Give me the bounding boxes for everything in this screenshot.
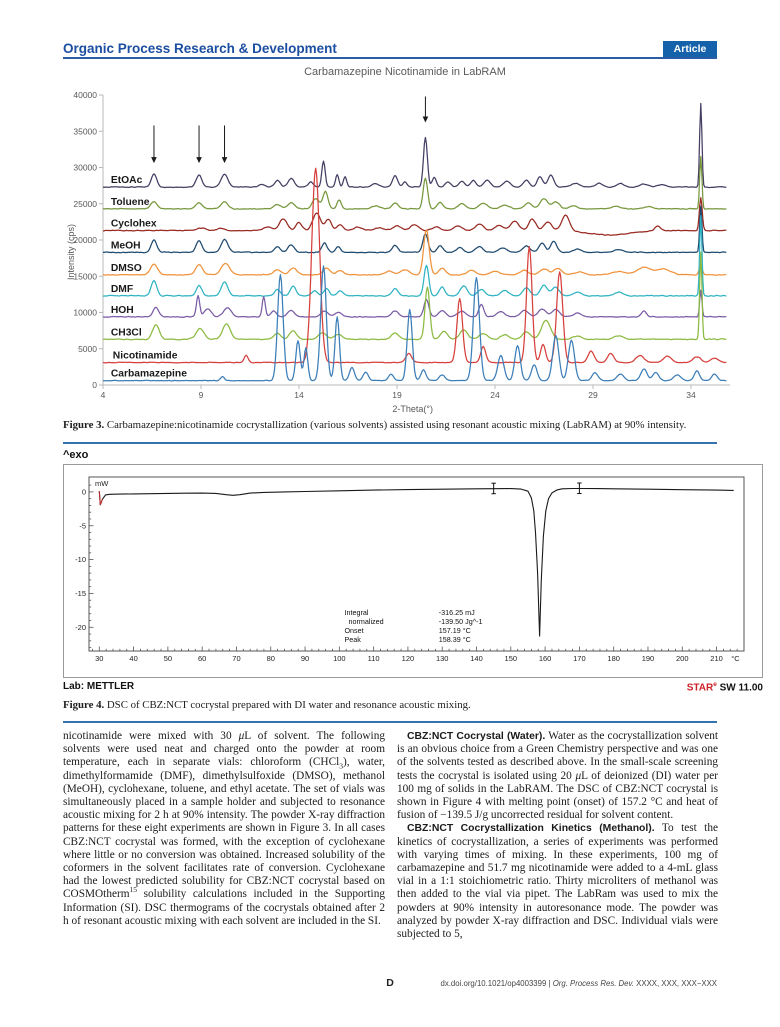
svg-text:10000: 10000: [73, 307, 97, 318]
svg-text:158.39 °C: 158.39 °C: [438, 635, 471, 644]
trace-label-nicotinamide: Nicotinamide: [112, 350, 178, 362]
body-paragraph: CBZ:NCT Cocrystal (Water). Water as the cocrystallization solvent is an obvious choice from a Green Chemistry perspective and was one of the solvents tested as described above. In the small-scale screening tests the cocrystal is isolated using 20 μL of deionized (DI) water per 100 mg of solids in the LabRAM. The DSC of CBZ:NCT cocrystal is shown in Figure 4 with melting point (onset) of 157.2 °C and heat of fusion of −139.5 J/g uncorrected residual for solvent content.: [397, 730, 718, 822]
trace-cyclohex: [103, 198, 726, 236]
svg-text:19: 19: [392, 390, 402, 400]
header-rule: [63, 57, 717, 59]
trace-label-ch3cl: CH3Cl: [110, 327, 142, 339]
svg-text:120: 120: [401, 654, 415, 663]
trace-label-dmso: DMSO: [110, 262, 142, 274]
svg-text:210: 210: [710, 654, 723, 663]
svg-text:29: 29: [588, 390, 598, 400]
svg-text:200: 200: [676, 654, 689, 663]
trace-toluene: [103, 157, 726, 210]
svg-text:Onset: Onset: [344, 626, 364, 635]
svg-text:-15: -15: [75, 589, 86, 599]
body-column-right: [397, 730, 718, 941]
svg-text:80: 80: [266, 654, 275, 663]
trace-label-hoh: HOH: [110, 304, 134, 316]
svg-text:4: 4: [100, 390, 106, 400]
svg-text:50: 50: [163, 654, 173, 663]
trace-dmf: [103, 216, 726, 296]
citation-pages: XXXX, XXX, XXX−XXX: [634, 979, 717, 988]
svg-text:24: 24: [490, 390, 500, 400]
svg-text:30: 30: [95, 654, 104, 663]
body-paragraph: CBZ:NCT Cocrystallization Kinetics (Methanol). To test the kinetics of cocrystallization, a series of experiments was performed with varying times of mixing. In these experiments, 100 mg of carbamazepine and 51.7 mg nicotinamide were added to a 4-mL glass vial in a 1:1 stoichiometric ratio. Thirty microliters of methanol was then added to the vial via pipet. The LabRam was used to mix the powders at 90% intensity in autoresonance mode. The powder was analyzed by powder X-ray diffraction and DSC. Individual vials were subjected to 5,: [397, 822, 718, 941]
figure4-caption: Figure 4. DSC of CBZ:NCT cocrystal prepared with DI water and resonance acoustic mixing.: [63, 699, 471, 711]
dsc-software-label: [687, 681, 763, 693]
trace-label-meoh: MeOH: [110, 240, 141, 252]
trace-label-etoac: EtOAc: [110, 175, 143, 187]
svg-text:60: 60: [197, 654, 207, 663]
svg-text:100: 100: [333, 654, 346, 663]
svg-text:14: 14: [294, 390, 304, 400]
page-number: D: [386, 977, 394, 989]
svg-text:5000: 5000: [78, 343, 97, 354]
dsc-exo-label: ^exo: [63, 449, 89, 461]
doi-citation: [441, 979, 717, 988]
svg-text:Integral: Integral: [344, 608, 369, 617]
svg-text:40000: 40000: [73, 90, 97, 100]
trace-label-cyclohex: Cyclohex: [110, 218, 157, 230]
svg-text:140: 140: [470, 654, 483, 663]
section-rule-top: [63, 442, 717, 444]
star-logo-sup: e: [713, 681, 717, 688]
article-type-badge: Article: [663, 41, 717, 57]
svg-text:2-Theta(°): 2-Theta(°): [392, 404, 433, 414]
svg-text:34: 34: [686, 390, 696, 400]
svg-text:°C: °C: [731, 654, 740, 663]
svg-text:160: 160: [538, 654, 552, 663]
svg-text:Peak: Peak: [344, 635, 361, 644]
svg-text:150: 150: [504, 654, 518, 663]
svg-text:40: 40: [129, 654, 138, 663]
svg-text:-10: -10: [75, 555, 86, 565]
svg-text:170: 170: [573, 654, 586, 663]
svg-text:-20: -20: [75, 622, 86, 632]
dsc-curve: [99, 489, 733, 637]
svg-text:-139.50 Jg^-1: -139.50 Jg^-1: [438, 617, 483, 626]
svg-text:9: 9: [198, 390, 204, 400]
svg-text:180: 180: [607, 654, 620, 663]
svg-text:25000: 25000: [73, 198, 97, 209]
svg-text:20000: 20000: [73, 235, 97, 245]
svg-text:0: 0: [81, 487, 86, 497]
svg-text:30000: 30000: [73, 162, 97, 173]
pxrd-chart-title: Carbamazepine Nicotinamide in LabRAM: [304, 66, 506, 78]
trace-hoh: [103, 290, 726, 317]
svg-text:35000: 35000: [73, 126, 97, 137]
doi-text: dx.doi.org/10.1021/op4003399 |: [440, 979, 553, 988]
dsc-chart-svg: [64, 465, 762, 677]
star-version-text: SW 11.00: [716, 682, 763, 694]
svg-text:Intensity (cps): Intensity (cps): [66, 223, 76, 281]
svg-text:normalized: normalized: [348, 617, 384, 626]
trace-carbamazepine: [103, 266, 726, 381]
body-paragraph: nicotinamide were mixed with 30 μL of solvent. The following solvents were used neat and charged onto the powder at room temperature, each in separate vials: chloroform (CHCl$_3$), water, dimethylformamide (DMF), dimethylsulfoxide (DMSO), methanol (MeOH), cyclohexane, toluene, and ethyl acetate. The set of vials was simultaneously placed in a sample holder and subjected to resonance acoustic mixing for 2 h at 90% intensity. The powder X-ray diffraction patterns for these eight experiments are shown in Figure 3. In all cases CBZ:NCT cocrystal was formed, with the exception of cyclohexane where little or no conversion was obtained. Increased solubility of the coformers in the solvent facilitates rate of conversion. Cyclohexane had the lowest predicted solubility for CBZ:NCT cocrystal based on COSMOtherm$^{15}$ solubility calculations included in the Supporting Information (SI). DSC thermograms of the cocrystals obtained after 2 h of resonant acoustic mixing with each solvent are included in the SI.: [63, 730, 385, 927]
svg-text:70: 70: [232, 654, 241, 663]
svg-text:90: 90: [300, 654, 310, 663]
svg-text:mW: mW: [95, 479, 109, 488]
svg-text:15000: 15000: [73, 271, 97, 282]
body-column-left: [63, 730, 385, 928]
svg-text:157.19 °C: 157.19 °C: [438, 626, 471, 635]
svg-text:-5: -5: [79, 521, 86, 531]
trace-label-toluene: Toluene: [110, 196, 150, 208]
journal-title: Organic Process Research & Development: [63, 41, 337, 56]
svg-text:-316.25 mJ: -316.25 mJ: [438, 608, 475, 617]
trace-label-carbamazepine: Carbamazepine: [110, 368, 187, 380]
section-rule-bottom: [63, 721, 717, 723]
svg-text:0: 0: [92, 380, 97, 390]
trace-nicotinamide: [103, 168, 726, 363]
star-logo-text: STAR: [686, 682, 714, 694]
svg-text:130: 130: [435, 654, 449, 663]
svg-text:110: 110: [367, 654, 380, 663]
pxrd-chart-svg: [63, 82, 747, 416]
dsc-branding-row: [63, 681, 763, 693]
journal-abbrev: Org. Process Res. Dev.: [552, 979, 634, 988]
trace-etoac: [103, 104, 726, 188]
trace-label-dmf: DMF: [110, 283, 134, 295]
dsc-lab-label: Lab: METTLER: [63, 681, 135, 692]
figure3-caption: Figure 3. Carbamazepine:nicotinamide cocrystallization (various solvents) assisted using resonant acoustic mixing (LabRAM) at 90% intensity.: [63, 419, 687, 431]
svg-text:190: 190: [641, 654, 655, 663]
